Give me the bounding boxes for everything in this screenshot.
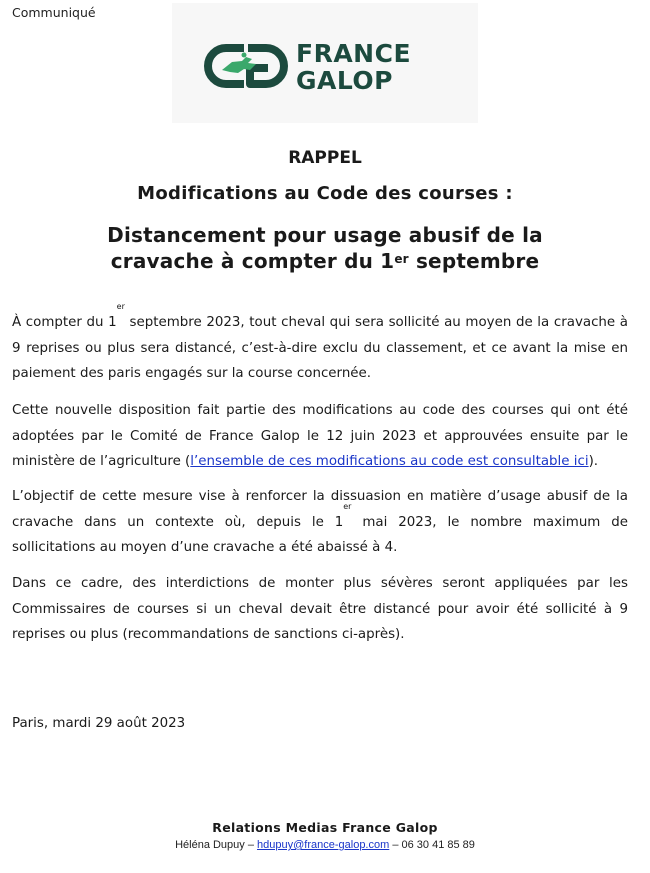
p3-superscript: er	[343, 501, 352, 511]
paragraph-2	[12, 398, 628, 475]
subtitle-superscript: er	[394, 252, 409, 266]
p1-superscript: er	[116, 302, 125, 311]
p2-text-a: Cette nouvelle disposition fait partie des modifications au code des courses qui ont été adoptées par le Comité de France Galop le 12 juin 2023 et approuvées ensuite par le ministère de l’agriculture (	[12, 403, 628, 469]
logo-wordmark-galop: GALOP	[296, 66, 393, 95]
subtitle-distancement	[0, 222, 650, 274]
p1-text-b: septembre 2023, tout cheval qui sera sollicité au moyen de la cravache à 9 reprises ou plus sera distancé, c’est-à-dire exclu du classement, et ce avant la mise en paiement des paris engagés sur la course concernée.	[12, 315, 628, 381]
subtitle-code-des-courses: Modifications au Code des courses :	[137, 183, 513, 204]
email-link[interactable]: hdupuy@france-galop.com	[257, 839, 390, 851]
p2-text-b: ).	[588, 454, 599, 469]
title-rappel: RAPPEL	[288, 148, 362, 168]
document-type-label: Communiqué	[12, 5, 96, 20]
subtitle-line-2-end: septembre	[408, 249, 540, 273]
paragraph-1	[12, 302, 628, 387]
paragraph-4: Dans ce cadre, des interdictions de monter plus sévères seront appliquées par les Commissaires de courses si un cheval devait être distancé pour avoir été sollicité à 9 reprises ou plus (recommandations de sanctions ci-après).	[12, 576, 628, 642]
contact-phone: – 06 30 41 85 89	[389, 839, 475, 851]
paragraph-3	[12, 484, 628, 561]
footer-contact	[0, 839, 650, 851]
p1-text-a: À compter du 1	[12, 315, 117, 330]
subtitle-line-1: Distancement pour usage abusif de la	[107, 223, 543, 247]
contact-name: Héléna Dupuy –	[175, 839, 258, 851]
p3-text-a: L’objectif de cette mesure vise à renforcer la dissuasion en matière d’usage abusif de la cravache dans un contexte où, depuis le 1	[12, 489, 628, 530]
subtitle-line-2: cravache à compter du 1	[110, 249, 395, 273]
date-line: Paris, mardi 29 août 2023	[12, 716, 186, 731]
footer-title: Relations Medias France Galop	[212, 820, 438, 835]
logo-wordmark-france: FRANCE	[296, 39, 412, 68]
p3-text-b: mai 2023, le nombre maximum de sollicitations au moyen d’une cravache a été abaissé à 4.	[12, 514, 628, 555]
modifications-link[interactable]: l’ensemble de ces modifications au code est consultable ici	[190, 454, 589, 469]
france-galop-logo-icon	[200, 40, 290, 92]
